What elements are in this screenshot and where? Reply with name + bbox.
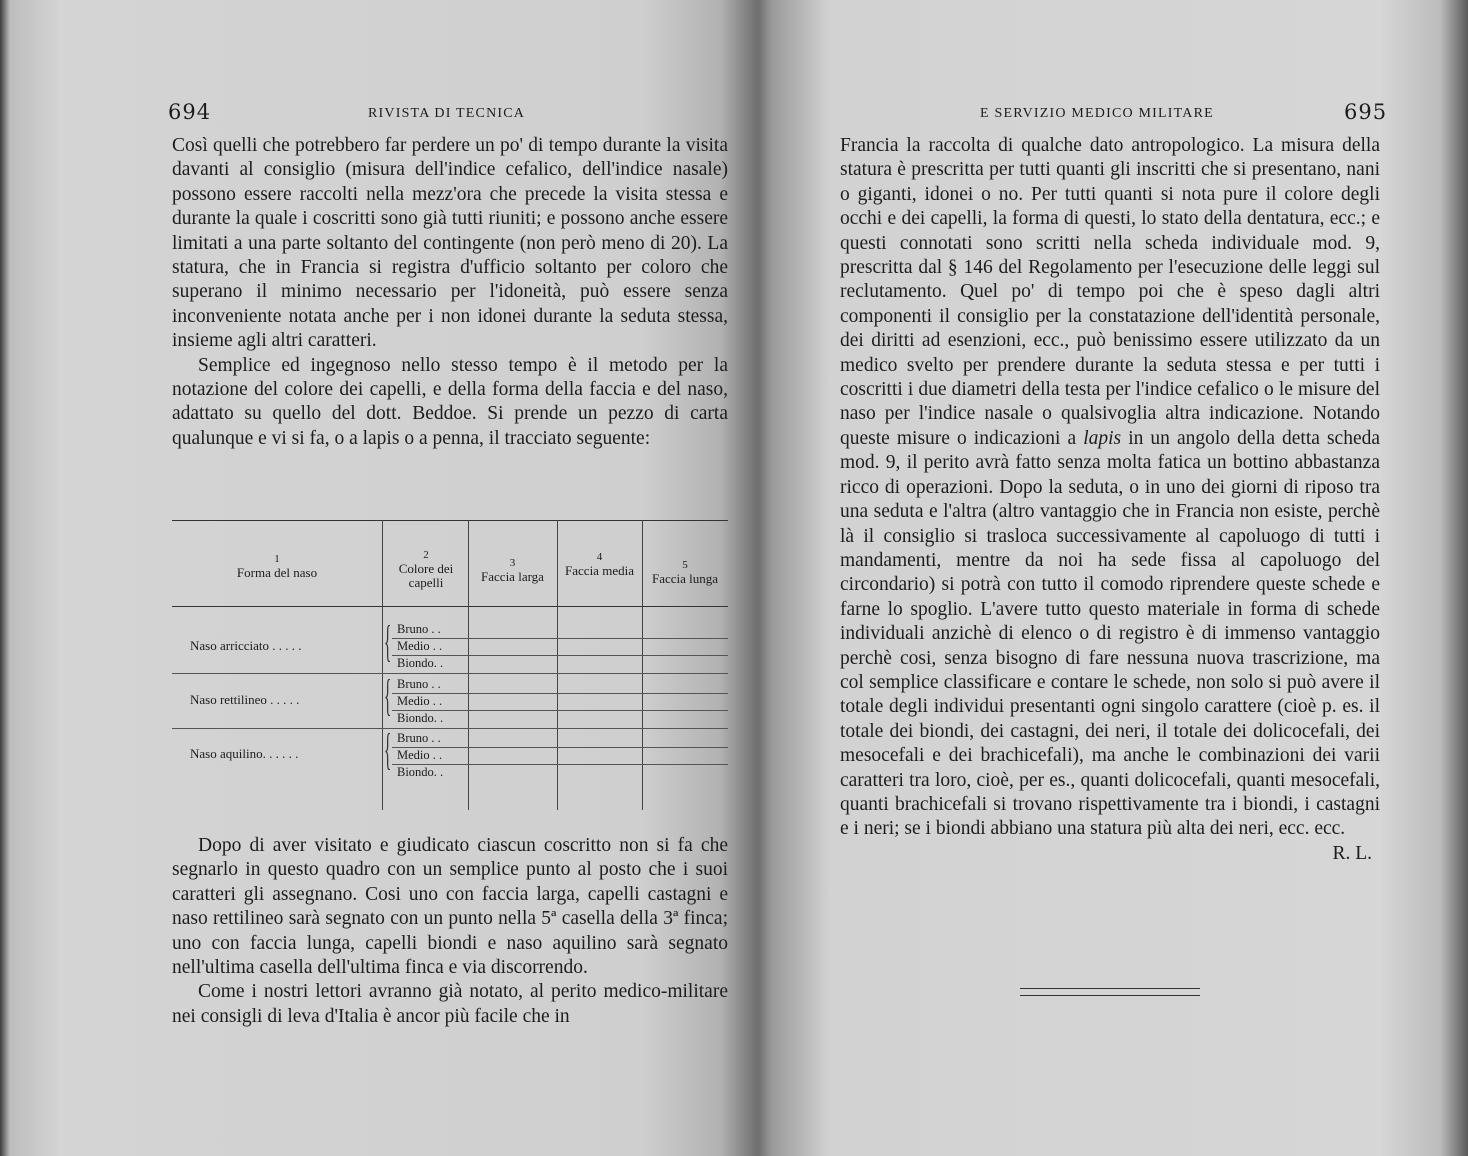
right-text <box>840 134 1380 866</box>
left-page <box>20 0 740 1156</box>
group-rule <box>172 728 728 729</box>
header-forma-naso: 1 Forma del naso <box>236 553 318 580</box>
color-medio: Medio . . <box>397 694 443 708</box>
header-faccia-lunga: 5 Faccia lunga <box>651 559 719 586</box>
color-biondo: Biondo. . <box>397 656 444 670</box>
brace: { <box>384 671 392 720</box>
cell-line <box>392 747 728 748</box>
brace: { <box>384 725 392 774</box>
left-page-number: 694 <box>168 100 212 124</box>
end-ornament-rule <box>1020 988 1200 996</box>
left-running-head <box>20 100 740 128</box>
header-colore-capelli: 2 Colore dei capelli <box>398 549 454 590</box>
cell-line <box>392 693 728 694</box>
color-medio: Medio . . <box>397 748 443 762</box>
left-text-bottom <box>172 834 728 1029</box>
right-running-head <box>780 100 1448 128</box>
right-running-title: E SERVIZIO MEDICO MILITARE <box>980 106 1214 121</box>
header-faccia-larga: 3 Faccia larga <box>481 557 544 584</box>
table-header-rule <box>172 606 728 607</box>
left-text-top <box>172 134 728 451</box>
tracing-table <box>172 520 728 816</box>
paragraph: Francia la raccolta di qualche dato antropologico. La misura della statura è prescritta per tutti quanti gli inscritti che si presentano, nani o giganti, idonei o no. Per tutti quanti si nota pure il colore degli occhi e dei capelli, la forma di questi, lo stato della dentatura, ecc.; e questi connotati sono scritti nella scheda individuale mod. 9, prescritta dal § 146 del Regolamento per l'esecuzione delle leggi sul reclutamento. Quel po' di tempo poi che è speso dagli altri componenti il consiglio per la constatazione dell'identità personale, dei diritti ad esenzioni, ecc., può benissimo essere utilizzato da un medico svelto per prendere durante la seduta stessa e per tutti i coscritti i due diametri della testa per l'indice cefalico o le misure del naso per l'indice nasale o qualsivoglia altra indicazione. Notando queste misure o indicazioni a lapis in un angolo della detta scheda mod. 9, il perito avrà fatto senza molta fatica un bottino abbastanza ricco di operazioni. Dopo la seduta, o in uno dei giorni di riposo tra una seduta e l'altra (altro vantaggio che in Francia non esiste, perchè là il consiglio si trasloca successivamente al capoluogo di tutti i mandamenti, mentre da noi ha sede fissa al capoluogo del circondario) si potrà con tutto il comodo riprendere queste schede e farne lo spoglio. L'avere tutto questo materiale in forma di schede individuali anzichè di elenco o di registro è di immenso vantaggio perchè cosi, senza bisogno di fare nessuna nuova trascrizione, ma col semplice classificare e contare le schede, non solo si può avere il totale degli individui presentanti ogni singolo carattere (cioè p. es. il totale dei biondi, dei castagni, dei neri, il totale dei dolicocefali, dei mesocefali e dei brachicefali), ma anche le combinazioni dei varii caratteri tra loro, cioè, per es., quanti dolicocefali, quanti mesocefali, quanti brachicefali si trovano rispettivamente tra i biondi, i castagni e i neri; se i biondi abbiano una statura più alta dei neri, ecc. ecc. R. L. <box>840 134 1380 842</box>
paragraph: Semplice ed ingegnoso nello stesso tempo è il metodo per la notazione del colore dei capelli, e della forma della faccia e del naso, adattato su quello del dott. Beddoe. Si prende un pezzo di carta qualunque e vi si fa, o a lapis o a penna, il tracciato seguente: <box>172 354 728 449</box>
table-column-line <box>382 520 383 810</box>
row-label-naso-arricciato: Naso arricciato . . . . . <box>190 638 302 653</box>
color-biondo: Biondo. . <box>397 711 444 725</box>
color-bruno: Bruno . . <box>397 622 441 636</box>
paragraph: Così quelli che potrebbero far perdere un po' di tempo durante la visita davanti al consiglio (misura dell'indice cefalico, dell'indice nasale) possono essere raccolti nella mezz'ora che precede la visita stessa e durante la quale i coscritti sono già tutti riuniti; e possono anche essere limitati a una parte soltanto del contingente (non però meno di 20). La statura, che in Francia si registra d'ufficio soltanto per coloro che superano il minimo necessario per l'idoneità, può essere senza inconveniente notata anche per i non idonei durante la seduta stessa, insieme agli altri caratteri. <box>172 135 728 352</box>
color-bruno: Bruno . . <box>397 677 441 691</box>
paragraph: Dopo di aver visitato e giudicato ciascun coscritto non si fa che segnarlo in questo quadro con un semplice punto al posto che i suoi caratteri gli assegnano. Cosi uno con faccia larga, capelli castagni e naso rettilineo sarà segnato con un punto nella 5ª casella della 3ª finca; uno con faccia lunga, capelli biondi e naso aquilino sarà segnato nell'ultima casella dell'ultima finca e via discorrendo. <box>172 835 728 979</box>
cell-line <box>392 710 728 711</box>
cell-line <box>392 764 728 765</box>
right-page-number: 695 <box>1344 100 1388 124</box>
cell-line <box>392 638 728 639</box>
group-rule <box>172 673 728 674</box>
signature: R. L. <box>1332 842 1372 864</box>
cell-line <box>392 655 728 656</box>
right-page <box>780 0 1448 1156</box>
color-medio: Medio . . <box>397 639 443 653</box>
emphasis: lapis <box>1083 427 1122 449</box>
color-biondo: Biondo. . <box>397 765 444 779</box>
table-top-rule <box>172 520 728 521</box>
row-label-naso-rettilineo: Naso rettilineo . . . . . <box>190 692 300 707</box>
left-running-title: RIVISTA DI TECNICA <box>368 106 526 121</box>
row-label-naso-aquilino: Naso aquilino. . . . . . <box>190 746 299 761</box>
paragraph: Come i nostri lettori avranno già notato, al perito medico-militare nei consigli di leva d'Italia è ancor più facile che in <box>172 981 728 1027</box>
header-faccia-media: 4 Faccia media <box>565 551 634 578</box>
color-bruno: Bruno . . <box>397 731 441 745</box>
brace: { <box>384 617 392 666</box>
